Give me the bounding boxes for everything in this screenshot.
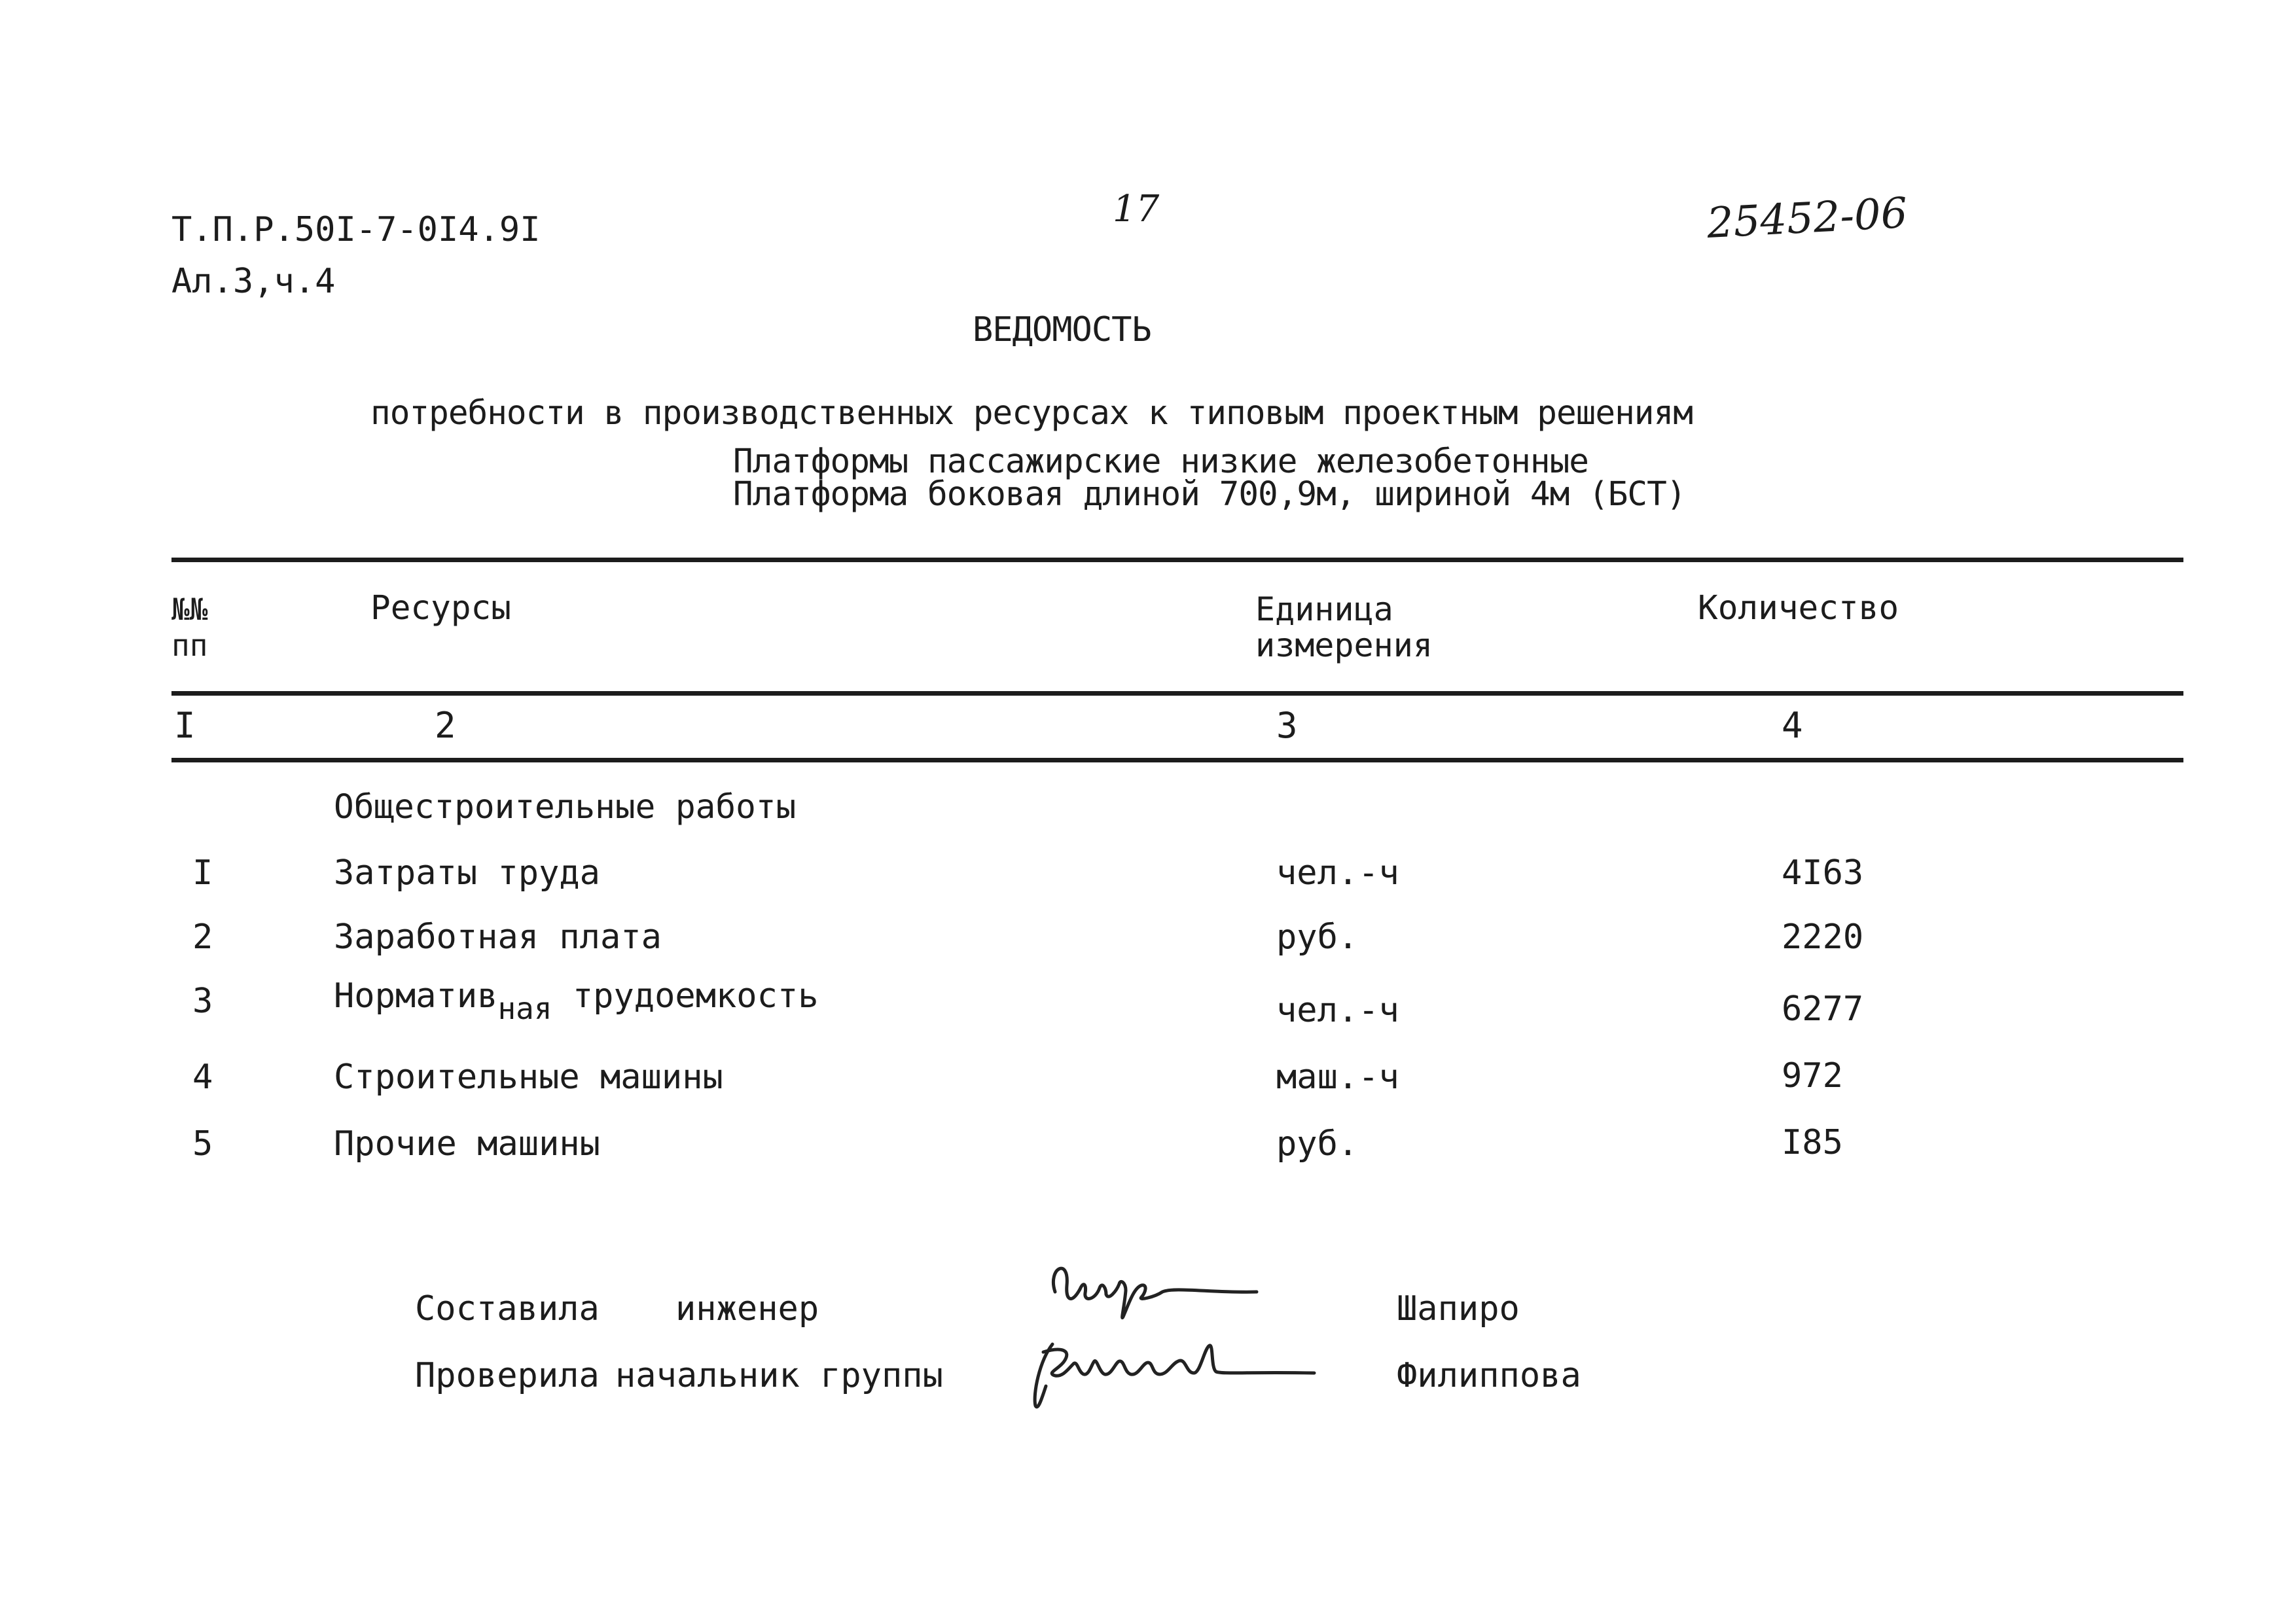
compiled-signature	[1043, 1251, 1266, 1330]
row-number: 5	[192, 1124, 213, 1164]
project-line-1: Платформы пассажирские низкие железобетонные	[733, 442, 1589, 481]
checked-role: начальник группы	[615, 1356, 943, 1395]
document-title: ВЕДОМОСТЬ	[973, 310, 1151, 349]
row-unit: маш.-ч	[1276, 1058, 1399, 1097]
row-quantity: 2220	[1782, 918, 1864, 957]
row-resource	[334, 976, 819, 1026]
header-number: №№ пп	[171, 592, 208, 664]
header-resource: Ресурсы	[370, 589, 511, 628]
header-unit: Единица измерения	[1255, 590, 1433, 664]
table-top-rule	[171, 558, 2183, 562]
column-number-1: I	[174, 705, 196, 746]
checked-signature	[1026, 1335, 1354, 1414]
compiled-label: Составила	[415, 1289, 600, 1329]
project-line-2: Платформа боковая длиной 700,9м, шириной 4м (БСТ)	[733, 475, 1686, 514]
row-unit: чел.-ч	[1276, 991, 1399, 1030]
table-header-rule	[171, 691, 2183, 696]
row-number: I	[192, 853, 213, 893]
compiled-name: Шапиро	[1397, 1289, 1520, 1329]
row-resource-main: Норматив	[334, 976, 498, 1016]
row-quantity: 6277	[1782, 990, 1864, 1029]
page-number: 17	[1113, 188, 1160, 230]
document-code: Т.П.Р.50I-7-0I4.9I	[171, 210, 541, 249]
checked-name: Филиппова	[1397, 1356, 1581, 1395]
checked-label: Проверила	[415, 1356, 600, 1395]
row-quantity: I85	[1782, 1123, 1843, 1162]
document-sheet: Ал.3,ч.4	[171, 262, 336, 301]
column-number-4: 4	[1782, 705, 1803, 746]
row-unit: чел.-ч	[1276, 853, 1399, 893]
column-number-3: 3	[1276, 705, 1298, 746]
column-number-2: 2	[435, 705, 456, 746]
row-resource-subscript: ная	[497, 991, 552, 1026]
inventory-number: 25452-06	[1706, 189, 1909, 248]
row-resource: Заработная плата	[334, 918, 662, 957]
header-quantity: Количество	[1698, 589, 1899, 628]
section-title: Общестроительные работы	[334, 788, 797, 827]
row-resource: Строительные машины	[334, 1058, 723, 1097]
row-resource: Затраты труда	[334, 853, 600, 893]
row-quantity: 972	[1782, 1056, 1843, 1096]
row-resource-tail: трудоемкость	[552, 976, 819, 1016]
row-resource: Прочие машины	[334, 1124, 600, 1164]
row-unit: руб.	[1276, 918, 1359, 957]
row-number: 3	[192, 982, 213, 1021]
row-number: 4	[192, 1058, 213, 1097]
document-subtitle: потребности в производственных ресурсах к типовым проектным решениям	[370, 394, 1693, 433]
row-unit: руб.	[1276, 1124, 1359, 1164]
compiled-role: инженер	[675, 1289, 819, 1329]
row-number: 2	[192, 918, 213, 957]
row-quantity: 4I63	[1782, 853, 1864, 893]
table-column-number-rule	[171, 758, 2183, 762]
